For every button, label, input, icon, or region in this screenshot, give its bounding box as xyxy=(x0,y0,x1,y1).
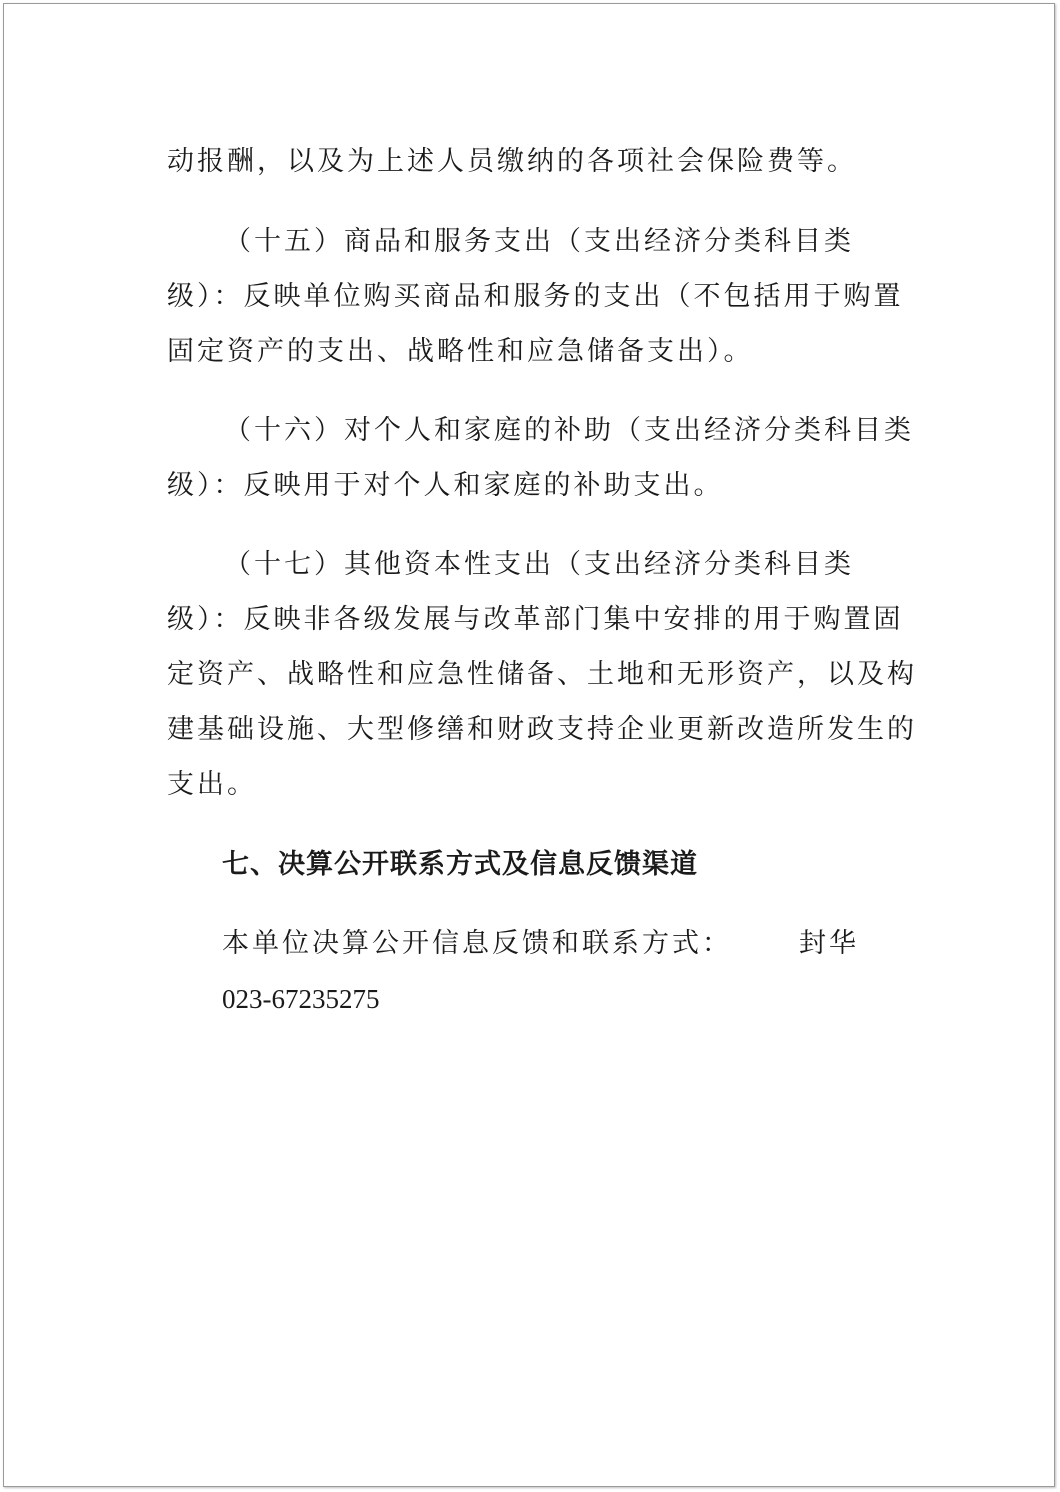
paragraph-line: 动报酬，以及为上述人员缴纳的各项社会保险费等。 xyxy=(167,146,857,177)
paragraph-line: 固定资产的支出、战略性和应急储备支出）。 xyxy=(167,336,754,367)
paragraph-line: （十六）对个人和家庭的补助（支出经济分类科目类 xyxy=(224,415,914,446)
paragraph-line: 定资产、战略性和应急性储备、土地和无形资产，以及构 xyxy=(167,659,917,690)
document-page xyxy=(3,3,1055,1487)
contact-name: 封华 xyxy=(799,928,859,959)
paragraph-line: 级）：反映用于对个人和家庭的补助支出。 xyxy=(167,470,724,501)
paragraph-line: 建基础设施、大型修缮和财政支持企业更新改造所发生的 xyxy=(167,714,917,745)
paragraph-line: 支出。 xyxy=(167,769,257,800)
contact-label: 本单位决算公开信息反馈和联系方式： xyxy=(222,928,732,959)
paragraph-line: 级）：反映单位购买商品和服务的支出（不包括用于购置 xyxy=(167,281,904,312)
contact-phone: 023-67235275 xyxy=(222,984,380,1014)
section-heading: 七、决算公开联系方式及信息反馈渠道 xyxy=(222,849,698,880)
paragraph-line: （十五）商品和服务支出（支出经济分类科目类 xyxy=(224,226,854,257)
paragraph-line: （十七）其他资本性支出（支出经济分类科目类 xyxy=(224,549,854,580)
paragraph-line: 级）：反映非各级发展与改革部门集中安排的用于购置固 xyxy=(167,604,904,635)
